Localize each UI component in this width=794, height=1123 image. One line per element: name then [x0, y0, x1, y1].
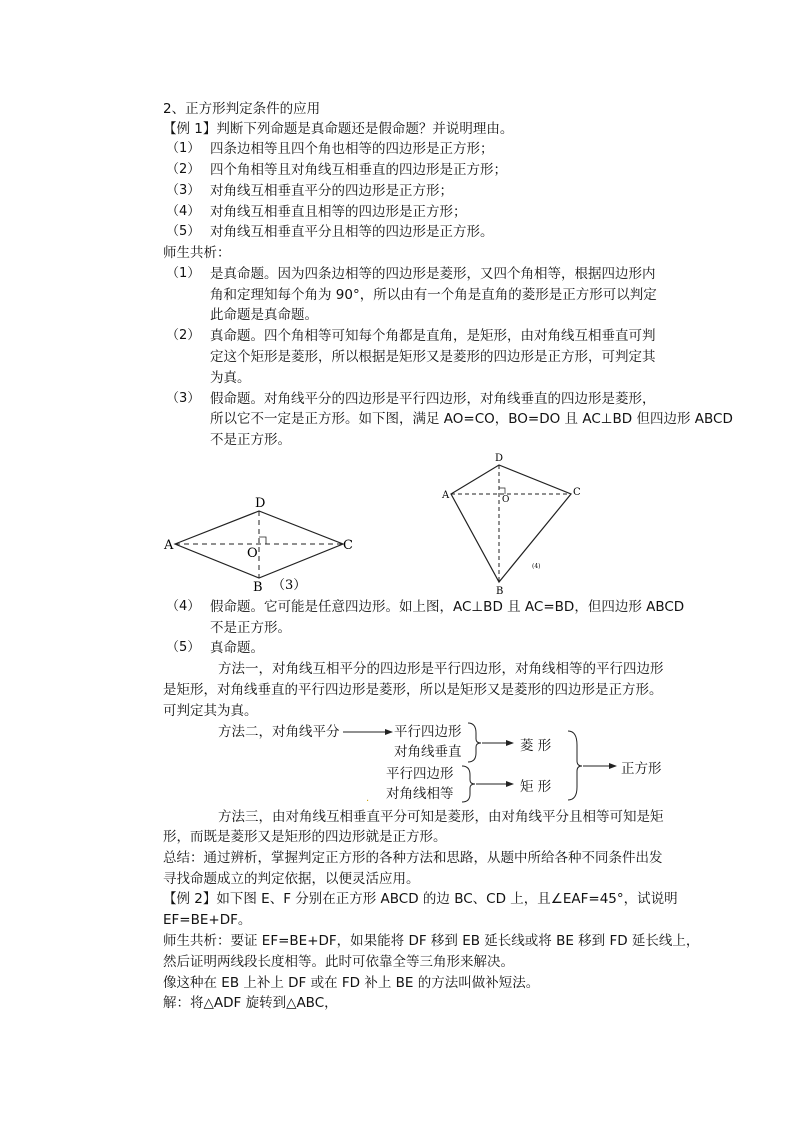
list-item: 对角线互相垂直且相等的四边形是正方形；: [210, 204, 467, 220]
answer-text: 假命题。对角线平分的四边形是平行四边形，对角线垂直的四边形是菱形，: [210, 391, 656, 407]
list-number: （2）: [166, 162, 201, 177]
vertex-label-c: C: [573, 487, 581, 498]
answer-number: （3）: [166, 391, 201, 406]
flow-node-rhombus: 菱 形: [520, 738, 552, 754]
list-item: 四条边相等且四个角也相等的四边形是正方形；: [210, 141, 494, 157]
answer-text: 真命题。: [210, 640, 264, 656]
example-2-analysis: 师生共析：要证 EF=BE+DF，如果能将 DF 移到 EB 延长线或将 BE 移到 FD 延长线上，: [163, 933, 700, 949]
flow-node-parallelogram: 平行四边形: [386, 766, 454, 782]
section-heading: 2、正方形判定条件的应用: [163, 101, 321, 117]
answer-text: 不是正方形。: [210, 432, 291, 448]
example-2-method: 像这种在 EB 上补上 DF 或在 FD 补上 BE 的方法叫做补短法。: [163, 975, 540, 991]
method-1-text: 方法一，对角线互相平分的四边形是平行四边形，对角线相等的平行四边形: [218, 661, 664, 677]
method-1-text: 可判定其为真。: [163, 703, 258, 719]
list-item: 对角线互相垂直平分且相等的四边形是正方形。: [210, 224, 494, 240]
answer-text: 假命题。它可能是任意四边形。如上图，AC⊥BD 且 AC=BD，但四边形 ABCD: [210, 599, 685, 615]
vertex-label-d: D: [495, 453, 504, 464]
brace-right: [468, 723, 481, 762]
example-1-title: 【例 1】判断下列命题是真命题还是假命题？并说明理由。: [163, 121, 514, 137]
flow-node-parallelogram: 平行四边形: [394, 724, 462, 740]
vertex-label-c: C: [343, 538, 353, 553]
answer-text: 角和定理知每个角为 90°，所以由有一个角是直角的菱形是正方形可以判定: [210, 287, 657, 303]
list-number: （5）: [166, 224, 201, 239]
answer-text: 定这个矩形是菱形，所以根据是矩形又是菱形的四边形是正方形，可判定其: [210, 349, 656, 365]
list-number: （3）: [166, 183, 201, 198]
vertex-label-a: A: [164, 538, 174, 553]
analysis-label: 师生共析：: [163, 245, 231, 261]
flow-node-rectangle: 矩 形: [520, 779, 552, 795]
flow-node-square: 正方形: [621, 761, 662, 777]
stray-mark: .: [366, 793, 370, 804]
summary-text: 总结：通过辨析，掌握判定正方形的各种方法和思路，从题中所给各种不同条件出发: [163, 850, 663, 866]
answer-text: 真命题。四个角相等可知每个角都是直角，是矩形，由对角线互相垂直可判: [210, 328, 656, 344]
vertex-label-b: B: [496, 586, 504, 597]
answer-number: （5）: [166, 640, 201, 655]
answer-number: （2）: [166, 328, 201, 343]
vertex-label-d: D: [255, 496, 266, 511]
list-item: 四个角相等且对角线互相垂直的四边形是正方形；: [210, 162, 507, 178]
flow-node-diagonals-equal: 对角线相等: [386, 786, 454, 802]
example-2-text: EF=BE+DF。: [163, 912, 252, 928]
list-item: 对角线互相垂直平分的四边形是正方形；: [210, 183, 453, 199]
answer-text: 不是正方形。: [210, 620, 291, 636]
vertex-label-b: B: [253, 580, 263, 595]
brace-right: [462, 766, 475, 802]
figure-caption: （3）: [272, 578, 307, 593]
method-3-text: 形，而既是菱形又是矩形的四边形就是正方形。: [163, 829, 447, 845]
example-2-text: 【例 2】如下图 E、F 分别在正方形 ABCD 的边 BC、CD 上，且∠EAF=45°，试说明: [163, 891, 678, 907]
example-2-solution: 解：将△ADF 旋转到△ABC，: [163, 995, 338, 1011]
list-number: （4）: [166, 204, 201, 219]
list-number: （1）: [166, 141, 201, 156]
method-1-text: 是矩形，对角线垂直的平行四边形是菱形，所以是矩形又是菱形的四边形是正方形。: [163, 682, 663, 698]
answer-number: （1）: [166, 266, 201, 281]
example-2-analysis: 然后证明两线段长度相等。此时可依靠全等三角形来解决。: [163, 954, 514, 970]
vertex-label-o: O: [247, 546, 258, 561]
summary-text: 寻找命题成立的判定依据，以便灵活应用。: [163, 871, 420, 887]
vertex-label-o: O: [502, 495, 510, 505]
answer-text: 是真命题。因为四条边相等的四边形是菱形，又四个角相等，根据四边形内: [210, 266, 656, 282]
answer-text: 为真。: [210, 370, 251, 386]
answer-text: 所以它不一定是正方形。如下图，满足 AO=CO，BO=DO 且 AC⊥BD 但四边形 ABCD: [210, 411, 733, 427]
answer-text: 此命题是真命题。: [210, 307, 318, 323]
method-2-label: 方法二，对角线平分: [218, 724, 340, 740]
method-3-text: 方法三，由对角线互相垂直平分可知是菱形，由对角线平分且相等可知是矩: [218, 809, 664, 825]
answer-number: （4）: [166, 599, 201, 614]
vertex-label-a: A: [442, 490, 450, 501]
flow-node-diagonals-perpendicular: 对角线垂直: [394, 744, 462, 760]
brace-right: [568, 731, 582, 800]
figure-caption: (4): [532, 563, 541, 570]
